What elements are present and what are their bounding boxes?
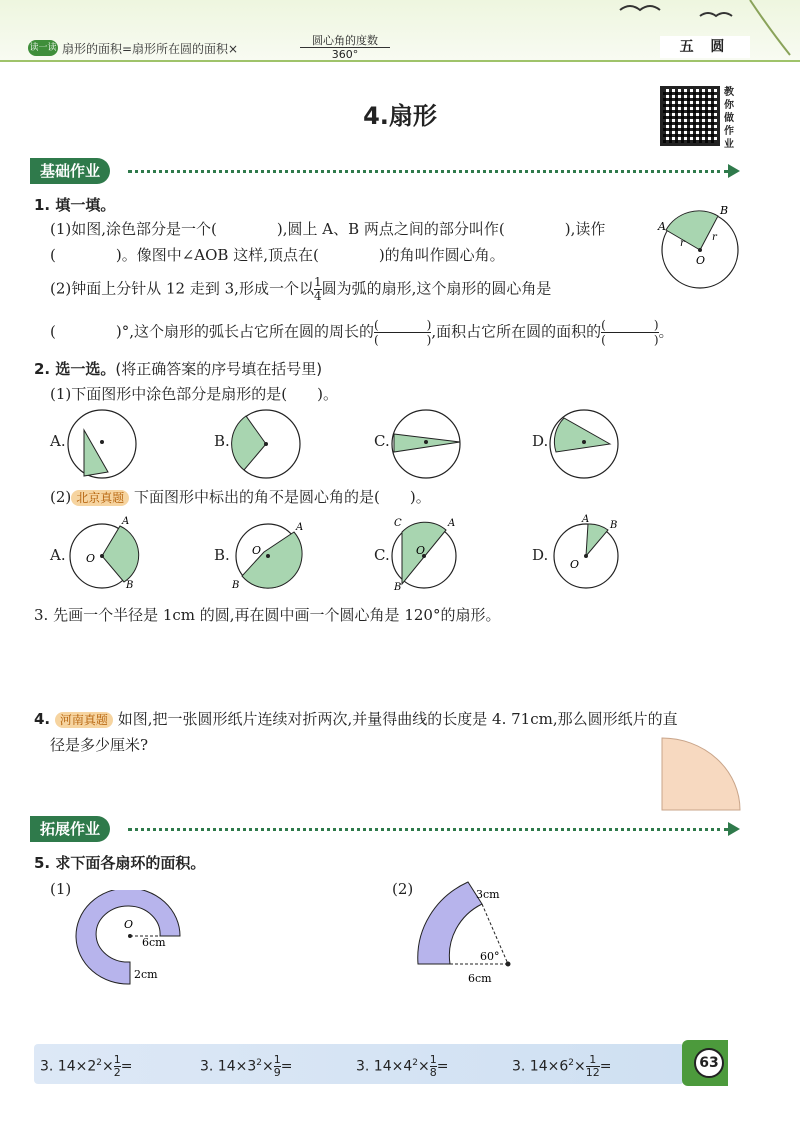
calc-frac-num: 1	[273, 1053, 281, 1066]
calc-eq: =	[599, 1058, 612, 1075]
calc-frac-num: 1	[113, 1053, 121, 1066]
calc-eq: =	[280, 1058, 293, 1075]
q4-badge: 河南真题	[55, 712, 113, 728]
blank-frac-1-den: ( )	[373, 333, 432, 347]
svg-text:B: B	[126, 580, 134, 591]
q1-p2-text-c: ( )°,这个扇形的弧长占它所在圆的周长的	[50, 322, 374, 341]
svg-text:A: A	[582, 514, 590, 525]
q1-fig-r1: r	[680, 238, 685, 249]
page-number: 63	[694, 1048, 724, 1078]
svg-text:C: C	[394, 518, 402, 529]
tip-badge: 读一读	[28, 40, 58, 56]
calc-times: ×	[574, 1058, 586, 1075]
calc-frac-num: 1	[586, 1054, 600, 1067]
svg-text:B: B	[610, 520, 618, 531]
arrow-right-icon	[728, 164, 740, 178]
q2-p2	[50, 486, 431, 507]
footer-calc	[40, 1054, 132, 1079]
q2a-option-a[interactable]: A.	[50, 432, 66, 450]
blank-frac-1-num: ( )	[373, 318, 432, 332]
q2a-fig-d	[546, 406, 622, 482]
section-divider-2	[128, 828, 728, 831]
q2b-option-b[interactable]: B.	[214, 546, 230, 564]
q1-fig-B: B	[720, 204, 729, 217]
q1-heading: 1. 填一填。	[34, 196, 116, 214]
calc-times: ×	[262, 1058, 274, 1075]
page-title: 4.扇形	[363, 102, 437, 130]
section-basic: 基础作业	[30, 158, 110, 184]
footer-calc	[356, 1054, 448, 1079]
q5-fig1-label: (1)	[50, 880, 72, 898]
q5-fig2-r: 6cm	[468, 972, 492, 985]
svg-text:O: O	[252, 544, 262, 557]
calc-eq: =	[436, 1058, 449, 1075]
calc-frac-den: 8	[429, 1066, 437, 1079]
q2b-option-d[interactable]: D.	[532, 546, 549, 564]
q1-figure	[652, 200, 752, 290]
q4-line1	[34, 708, 678, 729]
q2b-fig-c	[388, 512, 478, 592]
q5-heading: 5. 求下面各扇环的面积。	[34, 854, 206, 872]
calc-exp: 2	[96, 1057, 102, 1068]
q2a-fig-a	[64, 406, 140, 482]
q1-p1-line2: ( )。像图中∠AOB 这样,顶点在( )的角叫作圆心角。	[50, 246, 505, 264]
svg-text:B: B	[232, 580, 240, 591]
q2b-fig-d	[546, 512, 636, 592]
q5-fig2-w: 3cm	[476, 888, 500, 901]
calc-eq: =	[120, 1058, 133, 1075]
calc-exp: 2	[568, 1057, 574, 1068]
svg-text:O: O	[416, 544, 426, 557]
calc-frac-den: 2	[113, 1066, 121, 1079]
calc-frac	[274, 1054, 281, 1079]
q2-note: (将正确答案的序号填在括号里)	[115, 360, 323, 378]
q2a-fig-c	[388, 406, 464, 482]
calc-frac	[114, 1054, 121, 1079]
blank-frac-2-den: ( )	[601, 333, 659, 347]
calc-times: ×	[418, 1058, 430, 1075]
calc-frac-num: 1	[429, 1053, 437, 1066]
q5-fig2-angle: 60°	[480, 950, 500, 963]
q1-frac-den: 4	[313, 289, 322, 303]
svg-text:O: O	[86, 552, 96, 565]
calc-base: 3. 14×3	[200, 1058, 257, 1075]
q1-p2-line1	[50, 276, 551, 303]
q3-text: 3. 先画一个半径是 1cm 的圆,再在圆中画一个圆心角是 120°的扇形。	[34, 606, 501, 624]
calc-base: 3. 14×6	[512, 1058, 569, 1075]
q5-fig1-r: 6cm	[142, 936, 166, 949]
calc-frac-den: 12	[585, 1066, 600, 1079]
qr-label: 教你做作业	[724, 87, 734, 150]
q2-heading-text: 2. 选一选。	[34, 360, 116, 378]
section-extended: 拓展作业	[30, 816, 110, 842]
q4-figure	[660, 736, 744, 812]
tip-frac-num: 圆心角的度数	[300, 34, 390, 48]
q2a-fig-b	[228, 406, 304, 482]
q2-p2-text: 下面图形中标出的角不是圆心角的是( )。	[134, 488, 431, 506]
q4-number: 4.	[34, 710, 51, 728]
qr-code-icon[interactable]	[660, 86, 720, 146]
q5-fig1	[66, 890, 216, 1000]
q1-fig-A: A	[658, 220, 666, 233]
q1-p1-line1: (1)如图,涂色部分是一个( ),圆上 A、B 两点之间的部分叫作( ),读作	[50, 220, 606, 238]
svg-text:O: O	[570, 558, 580, 571]
calc-frac	[586, 1054, 600, 1079]
footer-calc	[512, 1054, 611, 1079]
blank-frac-2-num: ( )	[601, 318, 659, 332]
calc-base: 3. 14×4	[356, 1058, 413, 1075]
q5-fig1-w: 2cm	[134, 968, 158, 981]
q2a-option-b[interactable]: B.	[214, 432, 230, 450]
q1-frac	[314, 276, 322, 303]
arrow-right-icon	[728, 822, 740, 836]
tip-frac-den: 360°	[331, 48, 359, 61]
q2-p2-prefix: (2)	[50, 488, 72, 506]
q1-frac-num: 1	[313, 275, 322, 289]
q4-line2: 径是多少厘米?	[50, 736, 149, 754]
calc-times: ×	[102, 1058, 114, 1075]
q2b-fig-b	[228, 512, 318, 592]
calc-exp: 2	[256, 1057, 262, 1068]
blank-frac-2[interactable]	[601, 318, 658, 347]
q2b-option-c[interactable]: C.	[374, 546, 390, 564]
q2b-fig-a	[64, 512, 154, 592]
q1-fig-r2: r	[712, 232, 717, 243]
q5-fig2-label: (2)	[392, 880, 414, 898]
q2b-option-a[interactable]: A.	[50, 546, 66, 564]
q5-fig2	[416, 878, 526, 986]
calc-frac-den: 9	[273, 1066, 281, 1079]
q1-p2-line2	[50, 318, 674, 347]
svg-text:B: B	[394, 582, 402, 592]
q1-p2-text-e: 。	[658, 322, 674, 341]
svg-text:A: A	[448, 518, 456, 529]
q1-fig-O: O	[696, 254, 706, 267]
q2a-option-c[interactable]: C.	[374, 432, 390, 450]
q4-line1-text: 如图,把一张圆形纸片连续对折两次,并量得曲线的长度是 4. 71cm,那么圆形纸片的直	[117, 710, 678, 728]
calc-frac	[430, 1054, 437, 1079]
calc-base: 3. 14×2	[40, 1058, 97, 1075]
chapter-label: 五 圆	[660, 36, 750, 58]
q2-p2-badge: 北京真题	[71, 490, 129, 506]
section-divider	[128, 170, 728, 173]
q1-p2-text-b: 圆为弧的扇形,这个扇形的圆心角是	[321, 279, 552, 298]
q1-p2-text-d: ,面积占它所在圆的面积的	[431, 322, 602, 341]
tip-text: 扇形的面积=扇形所在圆的面积×	[62, 42, 239, 56]
blank-frac-1[interactable]	[374, 318, 431, 347]
svg-text:A: A	[122, 516, 130, 527]
q2-p1: (1)下面图形中涂色部分是扇形的是( )。	[50, 385, 338, 403]
bird-decoration-icon	[600, 0, 800, 60]
calc-exp: 2	[412, 1057, 418, 1068]
q2-heading	[34, 358, 322, 379]
svg-text:A: A	[296, 522, 304, 533]
footer-calc	[200, 1054, 292, 1079]
q2a-option-d[interactable]: D.	[532, 432, 549, 450]
tip-fraction	[300, 34, 390, 61]
q5-fig1-o: O	[124, 918, 134, 931]
q1-p2-text-a: (2)钟面上分针从 12 走到 3,形成一个以	[50, 279, 314, 298]
